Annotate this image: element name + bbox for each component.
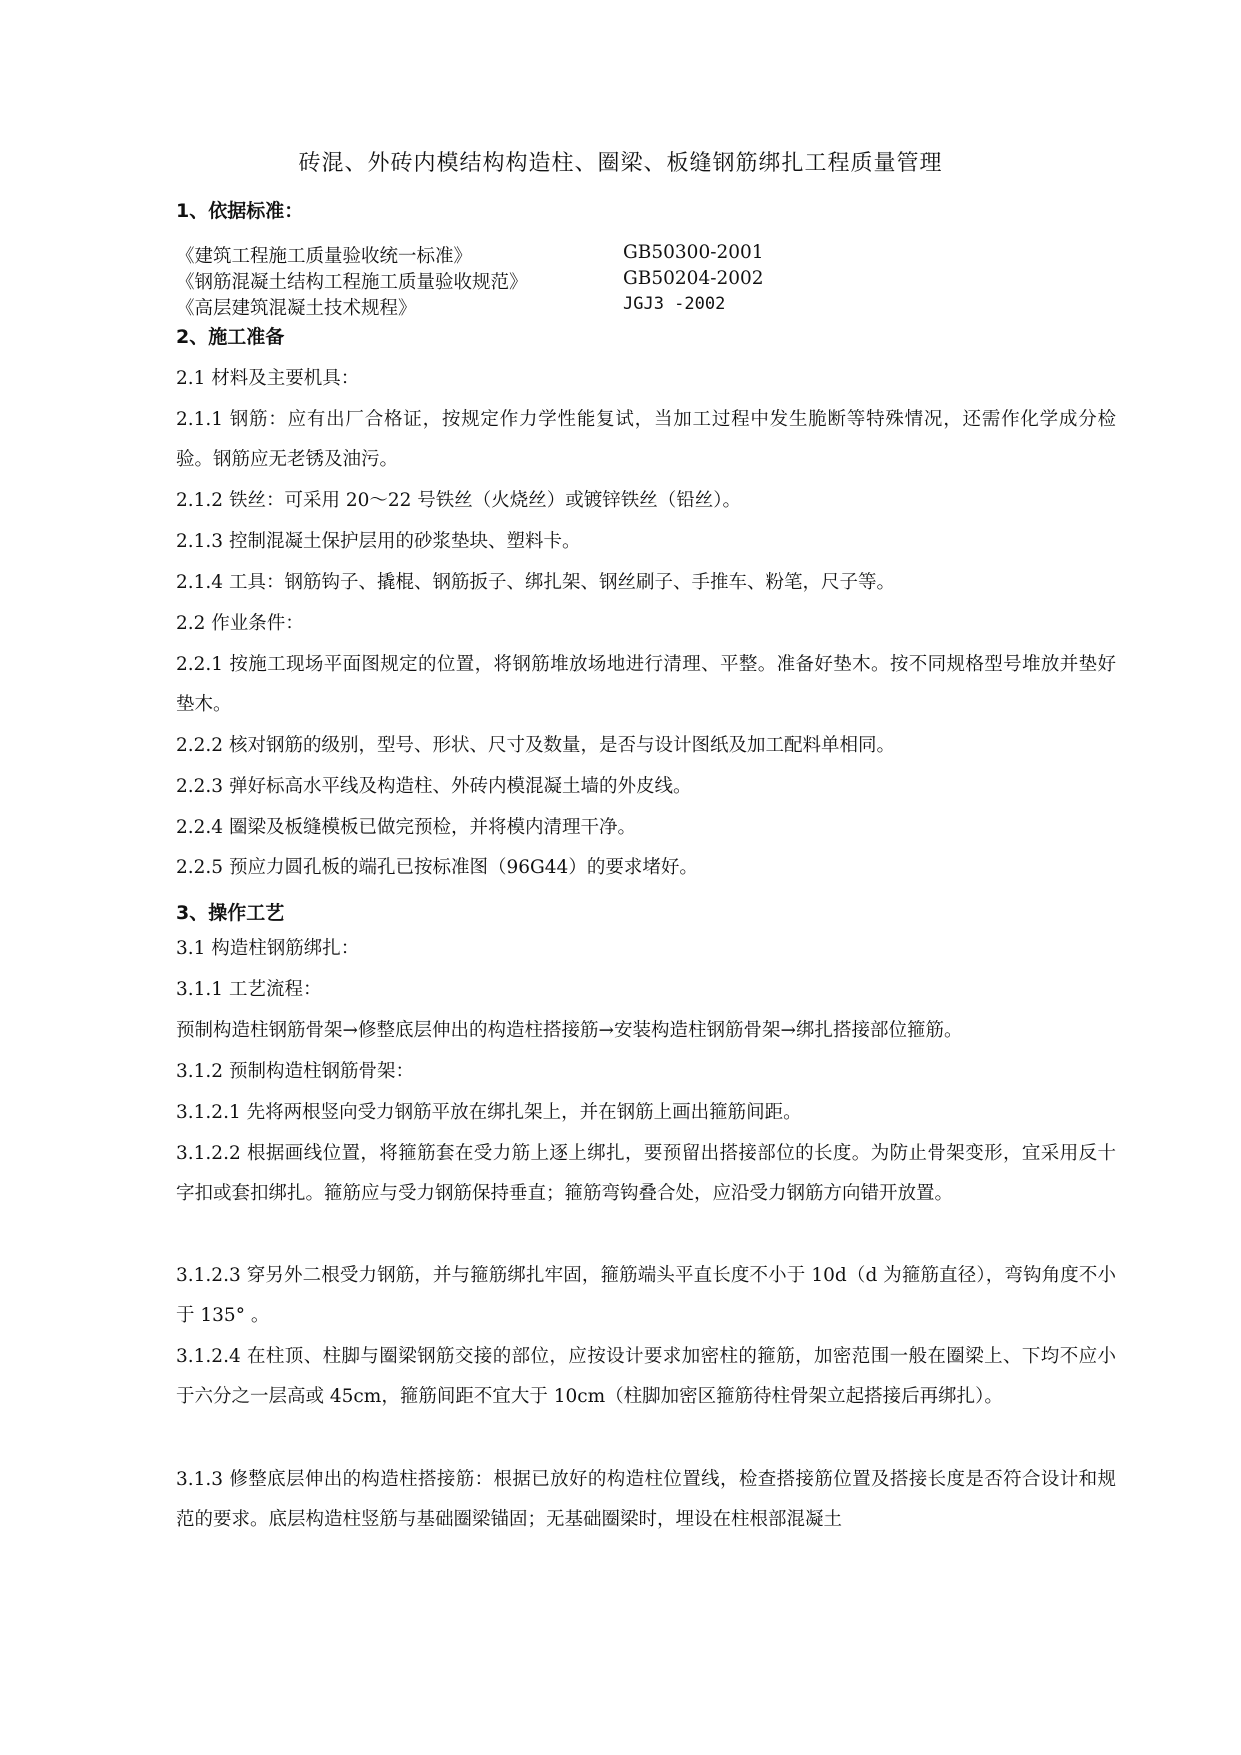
standard-row — [176, 242, 764, 268]
paragraph: 2.1.2 铁丝：可采用 20～22 号铁丝（火烧丝）或镀锌铁丝（铅丝）。 — [176, 490, 742, 511]
standard-row — [176, 268, 764, 294]
paragraph: 2.1.3 控制混凝土保护层用的砂浆垫块、塑料卡。 — [176, 531, 581, 552]
section-heading-basis: 1、依据标准： — [176, 200, 304, 222]
standard-row — [176, 294, 726, 320]
standard-code: JGJ3 -2002 — [623, 294, 726, 314]
paragraph: 3.1.3 修整底层伸出的构造柱搭接筋：根据已放好的构造柱位置线，检查搭接筋位置及搭接长度是否符合设计和规范的要求。底层构造柱竖筋与基础圈梁锚固；无基础圈梁时，埋设在柱根部混凝土 — [176, 1469, 1116, 1530]
section-heading-process: 3、操作工艺 — [176, 902, 285, 924]
paragraph: 3.1.2.4 在柱顶、柱脚与圈梁钢筋交接的部位，应按设计要求加密柱的箍筋，加密范围一般在圈梁上、下均不应小于六分之一层高或 45cm，箍筋间距不宜大于 10cm（柱脚加密区箍筋待柱骨架立起搭接后再绑扎）。 — [176, 1346, 1116, 1407]
paragraph: 3.1 构造柱钢筋绑扎： — [176, 938, 360, 959]
paragraph: 预制构造柱钢筋骨架→修整底层伸出的构造柱搭接筋→安装构造柱钢筋骨架→绑扎搭接部位箍筋。 — [176, 1020, 963, 1041]
standard-name: 《钢筋混凝土结构工程施工质量验收规范》 — [176, 272, 528, 293]
standard-name: 《建筑工程施工质量验收统一标准》 — [176, 246, 473, 267]
standard-code: GB50204-2002 — [623, 268, 764, 289]
paragraph: 2.2.4 圈梁及板缝模板已做完预检，并将模内清理干净。 — [176, 817, 636, 838]
standard-name: 《高层建筑混凝土技术规程》 — [176, 298, 417, 319]
paragraph: 2.2.2 核对钢筋的级别，型号、形状、尺寸及数量，是否与设计图纸及加工配料单相同。 — [176, 735, 895, 756]
paragraph: 2.2.5 预应力圆孔板的端孔已按标准图（96G44）的要求堵好。 — [176, 857, 698, 878]
section-heading-preparation: 2、施工准备 — [176, 326, 285, 348]
paragraph: 3.1.1 工艺流程： — [176, 979, 322, 1000]
paragraph: 2.1.4 工具：钢筋钩子、撬棍、钢筋扳子、绑扎架、钢丝刷子、手推车、粉笔，尺子等。 — [176, 572, 895, 593]
paragraph: 3.1.2.1 先将两根竖向受力钢筋平放在绑扎架上，并在钢筋上画出箍筋间距。 — [176, 1102, 802, 1123]
paragraph: 2.2 作业条件： — [176, 613, 304, 634]
paragraph: 3.1.2 预制构造柱钢筋骨架： — [176, 1061, 414, 1082]
standard-code: GB50300-2001 — [623, 242, 764, 263]
paragraph: 2.1.1 钢筋：应有出厂合格证，按规定作力学性能复试，当加工过程中发生脆断等特殊情况，还需作化学成分检验。钢筋应无老锈及油污。 — [176, 409, 1116, 470]
document-title: 砖混、外砖内模结构构造柱、圈梁、板缝钢筋绑扎工程质量管理 — [298, 151, 943, 176]
paragraph: 3.1.2.3 穿另外二根受力钢筋，并与箍筋绑扎牢固，箍筋端头平直长度不小于 10d（d 为箍筋直径），弯钩角度不小于 135° 。 — [176, 1265, 1116, 1326]
paragraph: 2.2.1 按施工现场平面图规定的位置，将钢筋堆放场地进行清理、平整。准备好垫木。按不同规格型号堆放并垫好垫木。 — [176, 654, 1116, 715]
paragraph: 2.1 材料及主要机具： — [176, 368, 360, 389]
paragraph: 3.1.2.2 根据画线位置，将箍筋套在受力筋上逐上绑扎，要预留出搭接部位的长度。为防止骨架变形，宜采用反十字扣或套扣绑扎。箍筋应与受力钢筋保持垂直；箍筋弯钩叠合处，应沿受力钢筋方向错开放置。 — [176, 1143, 1116, 1204]
paragraph: 2.2.3 弹好标高水平线及构造柱、外砖内模混凝土墙的外皮线。 — [176, 776, 692, 797]
